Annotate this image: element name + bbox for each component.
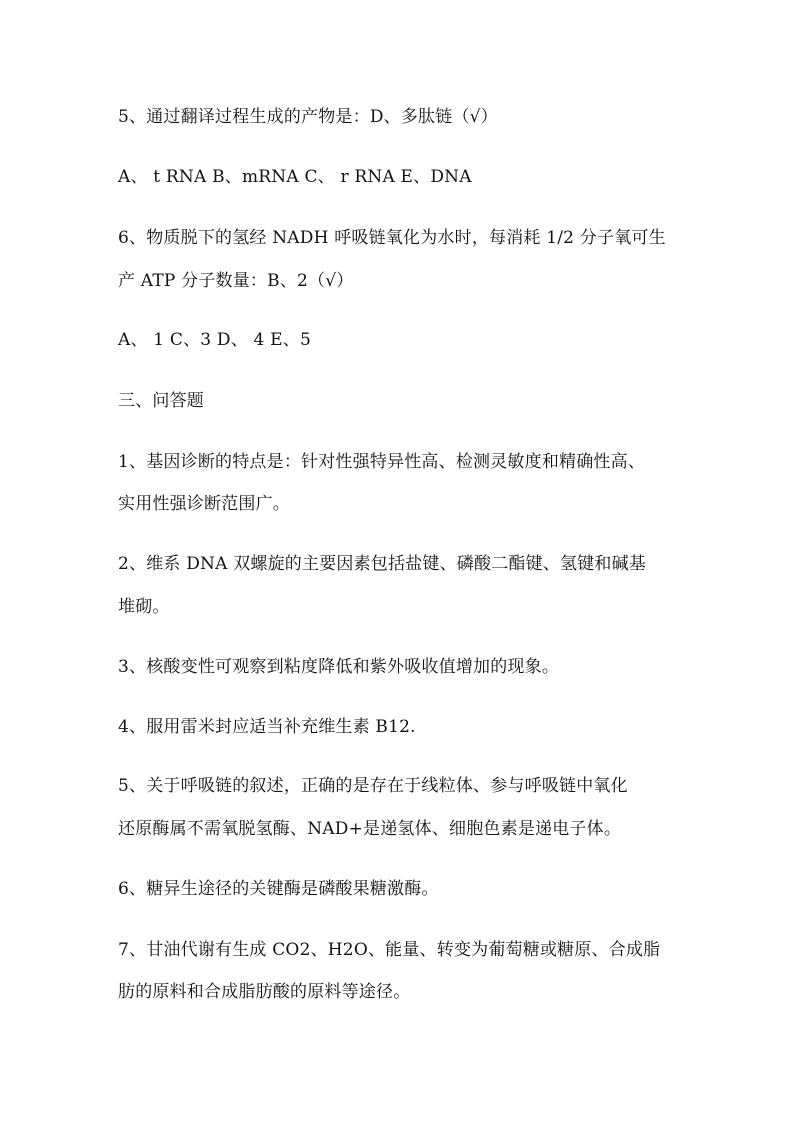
answer-5-line-1: 5、关于呼吸链的叙述，正确的是存在于线粒体、参与呼吸链中氧化: [118, 776, 628, 796]
answer-5-line-2: 还原酶属不需氧脱氢酶、NAD+是递氢体、细胞色素是递电子体。: [118, 819, 622, 839]
answer-2-line-1: 2、维系 DNA 双螺旋的主要因素包括盐键、磷酸二酯键、氢键和碱基: [118, 554, 647, 574]
answer-6: 6、糖异生途径的关键酶是磷酸果糖激酶。: [118, 879, 439, 899]
answer-1-line-1: 1、基因诊断的特点是：针对性强特异性高、检测灵敏度和精确性高、: [118, 452, 646, 472]
q6-line-2: 产 ATP 分子数量：B、2（√）: [118, 271, 354, 291]
answer-2-line-2: 堆砌。: [118, 597, 170, 617]
q5-options: A、 t RNA B、mRNA C、 r RNA E、DNA: [118, 167, 472, 187]
q6-line-1: 6、物质脱下的氢经 NADH 呼吸链氧化为水时，每消耗 1/2 分子氧可生: [118, 228, 666, 248]
q6-options: A、 1 C、3 D、 4 E、5: [118, 330, 312, 350]
answer-7-line-1: 7、甘油代谢有生成 CO2、H2O、能量、转变为葡萄糖或糖原、合成脂: [118, 940, 661, 960]
q5-line: 5、通过翻译过程生成的产物是：D、多肽链（√）: [118, 107, 498, 127]
answer-7-line-2: 肪的原料和合成脂肪酸的原料等途径。: [118, 982, 411, 1002]
answer-3: 3、核酸变性可观察到粘度降低和紫外吸收值增加的现象。: [118, 657, 560, 677]
answer-1-line-2: 实用性强诊断范围广。: [118, 494, 290, 514]
section-heading: 三、问答题: [118, 391, 204, 411]
answer-4: 4、服用雷米封应适当补充维生素 B12.: [118, 717, 416, 737]
